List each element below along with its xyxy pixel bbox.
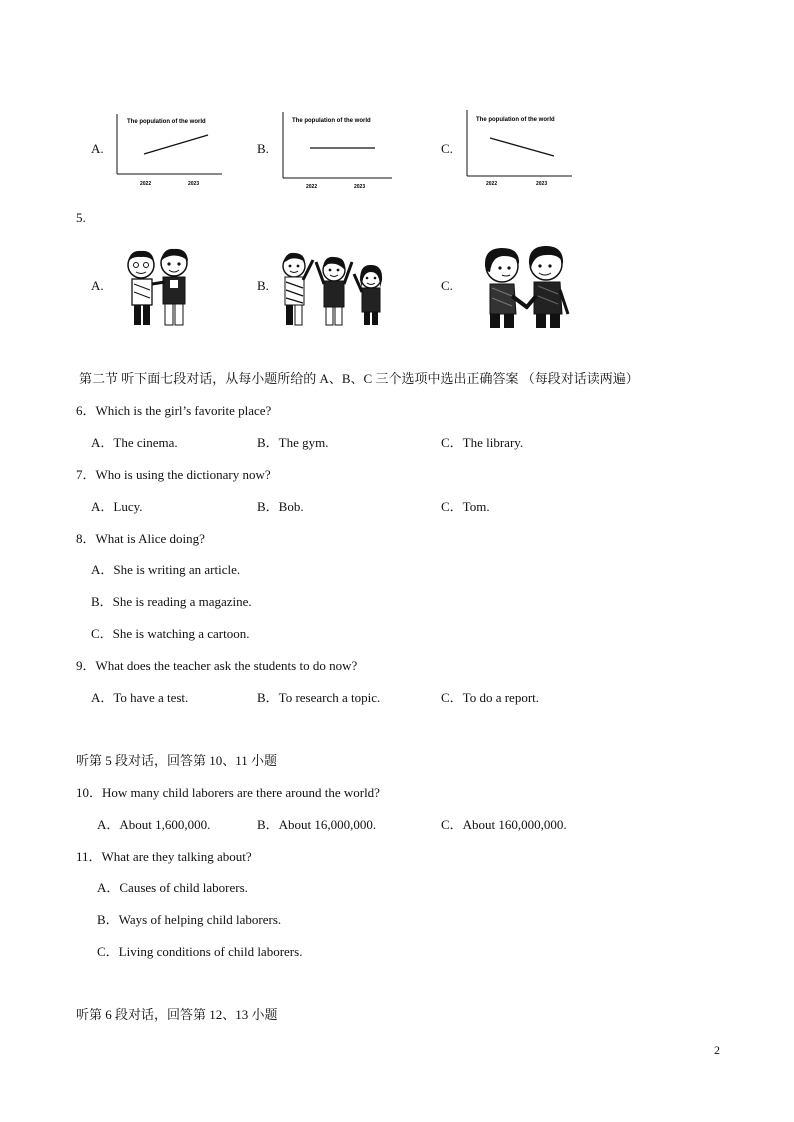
q6-option-a: A．The cinema. [91, 435, 178, 450]
q5-option-c-picture [476, 244, 576, 332]
q10-option-a: A．About 1,600,000. [97, 817, 211, 832]
q8-option-b: B．She is reading a magazine. [91, 594, 252, 609]
q4-option-a-letter: A. [91, 141, 104, 156]
q9-option-a: A．To have a test. [91, 690, 189, 705]
q5-option-c-letter: C. [441, 278, 453, 293]
q5-option-b-letter: B. [257, 278, 269, 293]
q11-option-c: C．Living conditions of child laborers. [97, 944, 303, 959]
q7-stem: 7．Who is using the dictionary now? [76, 467, 271, 482]
page-number: 2 [714, 1043, 720, 1057]
chart-a-tick-2022: 2022 [140, 181, 152, 187]
q4-option-b-letter: B. [257, 141, 269, 156]
q10-option-c: C．About 160,000,000. [441, 817, 567, 832]
q10-stem: 10．How many child laborers are there around the world? [76, 785, 380, 800]
chart-a-title: The population of the world [127, 119, 206, 125]
q8-stem: 8．What is Alice doing? [76, 531, 205, 546]
q9-option-c: C．To do a report. [441, 690, 540, 705]
q5-number: 5. [76, 210, 86, 225]
chart-b-tick-2023: 2023 [354, 184, 366, 190]
chart-c-title: The population of the world [476, 117, 555, 123]
chart-b-title: The population of the world [292, 118, 371, 124]
chart-c-tick-2022: 2022 [486, 181, 498, 187]
q4-option-c-chart [462, 106, 574, 188]
q5-option-a-letter: A. [91, 278, 104, 293]
q5-option-b-picture [276, 248, 388, 328]
q6-option-c: C．The library. [441, 435, 524, 450]
dialogue6-header: 听第 6 段对话，回答第 12、13 小题 [76, 1007, 278, 1022]
chart-c-tick-2023: 2023 [536, 181, 548, 187]
q5-option-a-picture [122, 246, 196, 328]
q7-option-b: B．Bob. [257, 499, 304, 514]
section2-header: 第二节 听下面七段对话，从每小题所给的 A、B、C 三个选项中选出正确答案 （每段对话读两遍） [79, 371, 639, 386]
chart-b-tick-2022: 2022 [306, 184, 318, 190]
q6-stem: 6．Which is the girl’s favorite place? [76, 403, 272, 418]
dialogue5-header: 听第 5 段对话，回答第 10、11 小题 [76, 753, 278, 768]
q7-option-c: C．Tom. [441, 499, 490, 514]
q10-option-b: B．About 16,000,000. [257, 817, 377, 832]
q4-option-c-letter: C. [441, 141, 453, 156]
q8-option-c: C．She is watching a cartoon. [91, 626, 250, 641]
q11-stem: 11．What are they talking about? [76, 849, 252, 864]
q8-option-a: A．She is writing an article. [91, 562, 241, 577]
q6-option-b: B．The gym. [257, 435, 329, 450]
chart-a-tick-2023: 2023 [188, 181, 200, 187]
q9-option-b: B．To research a topic. [257, 690, 381, 705]
q7-option-a: A．Lucy. [91, 499, 143, 514]
q9-stem: 9．What does the teacher ask the students to do now? [76, 658, 358, 673]
q11-option-b: B．Ways of helping child laborers. [97, 912, 282, 927]
q4-option-a-chart [112, 108, 224, 190]
chart-c-trend-line [490, 138, 554, 156]
q11-option-a: A．Causes of child laborers. [97, 880, 248, 895]
q4-option-b-chart [278, 108, 394, 192]
chart-a-trend-line [144, 135, 208, 154]
